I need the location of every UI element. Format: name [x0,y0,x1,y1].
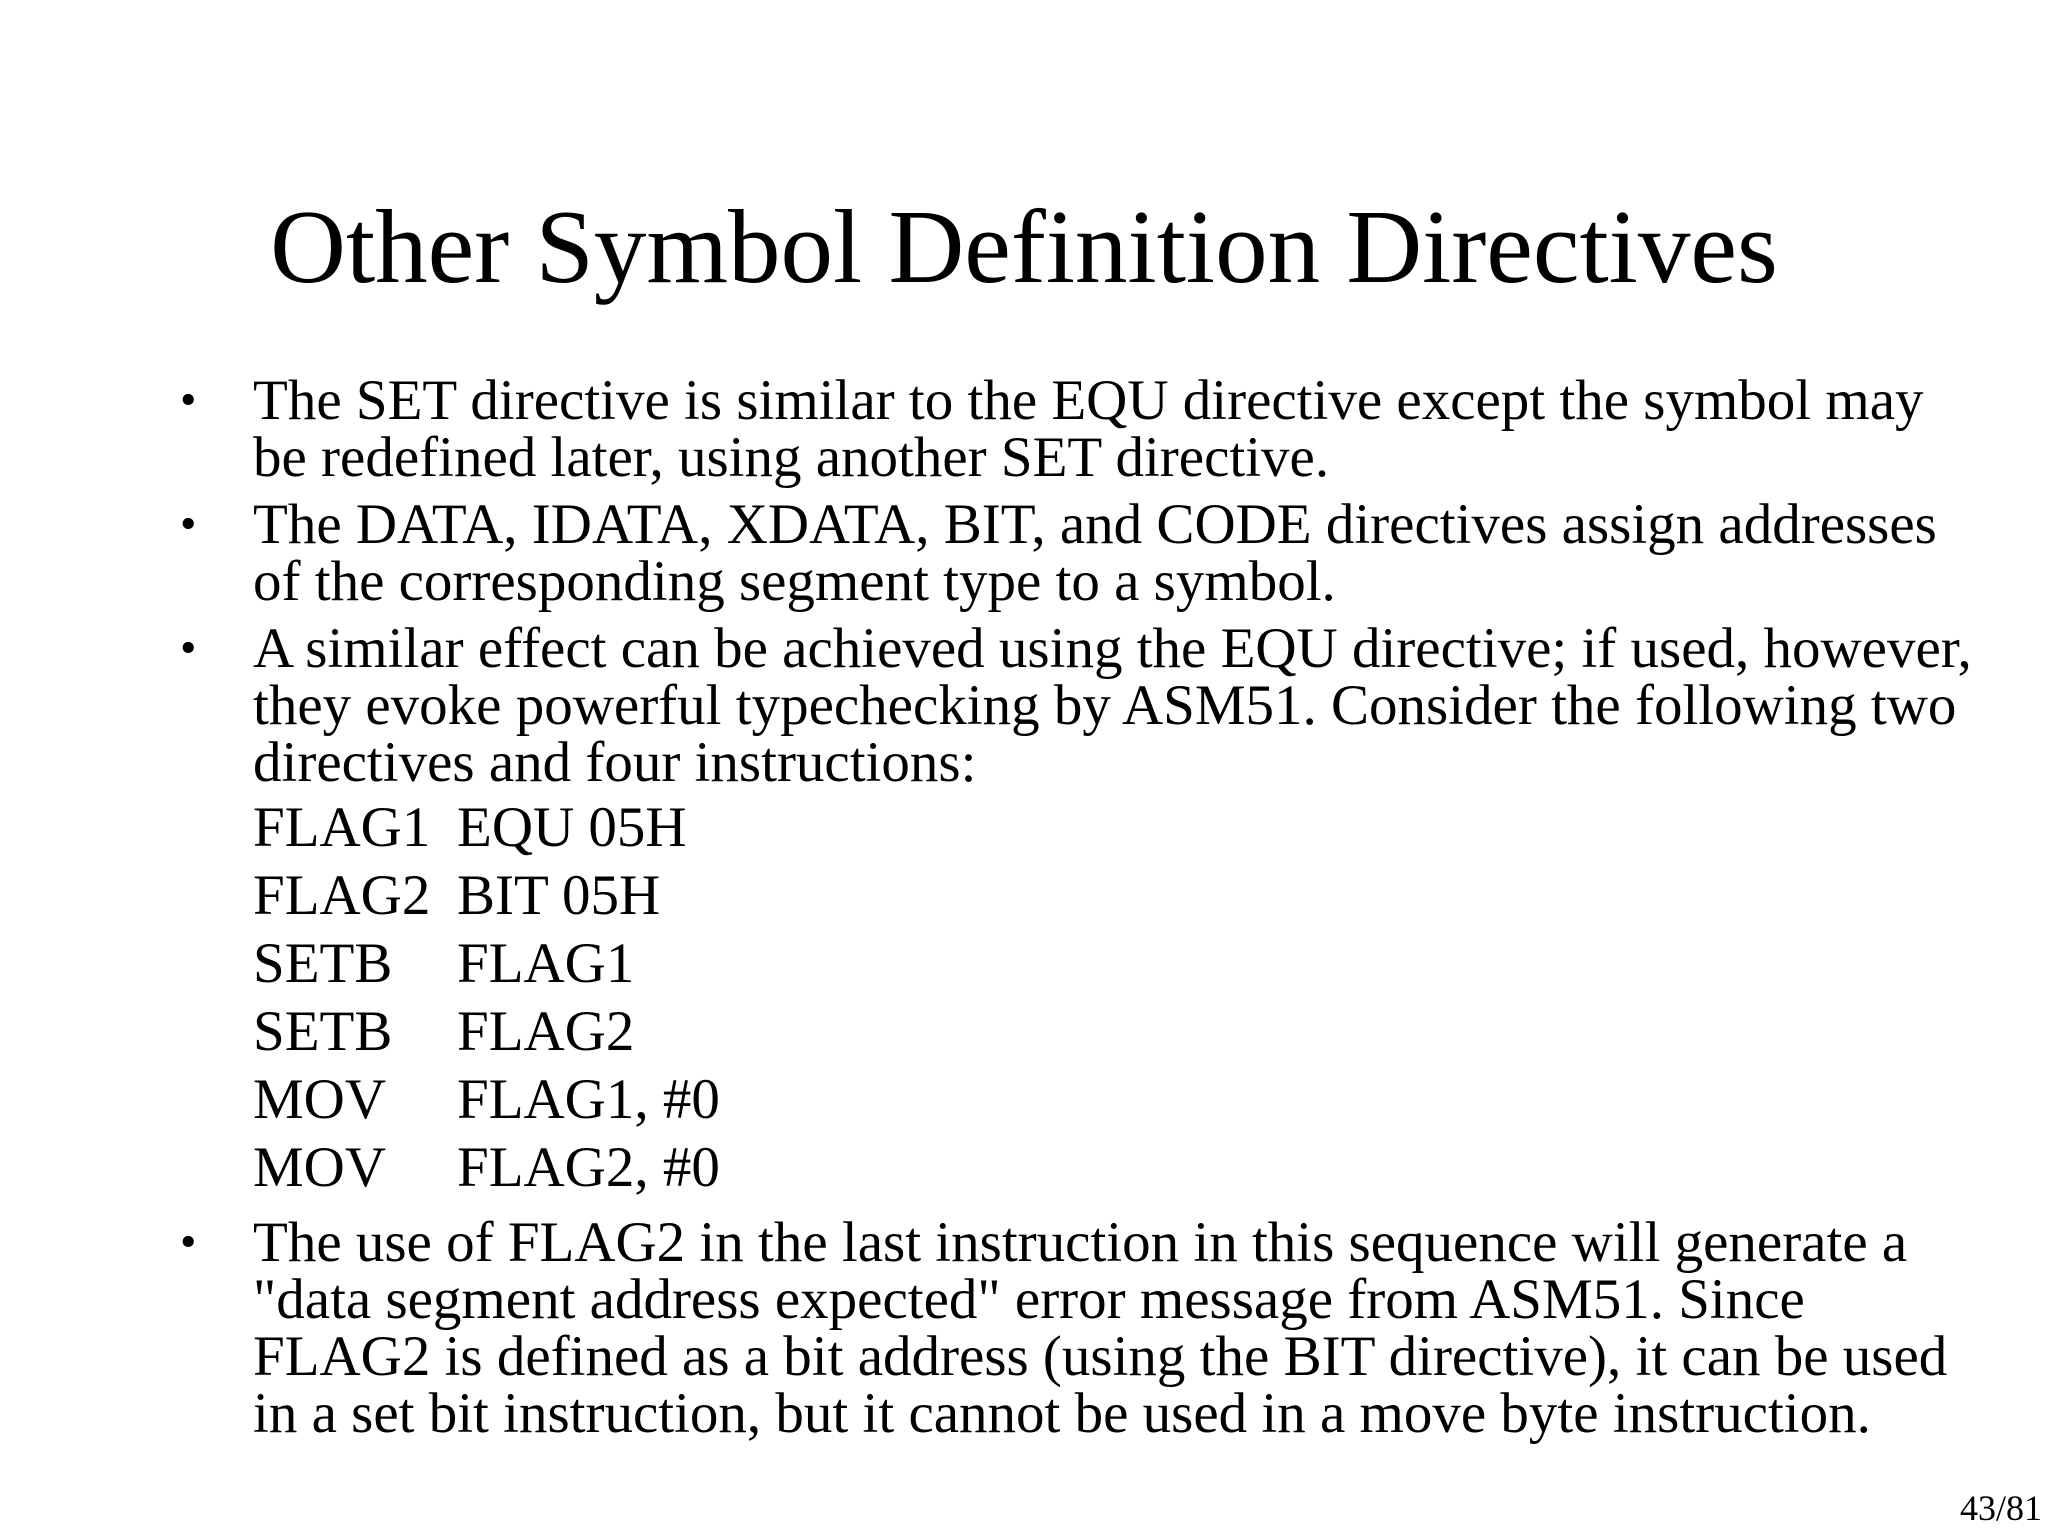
bullet-text-flag2-error: The use of FLAG2 in the last instruction in this sequence will generate a "data segment address expected" error message from ASM51. Since FLAG2 is defined as a bit address (using the BIT directive), it can be used in a set bit instruction, but it cannot be used in a move byte instruction. [253,1211,1948,1445]
code-op: FLAG2 [253,864,431,927]
code-op: SETB [253,932,393,995]
code-arg: FLAG1 [457,932,635,995]
bullet-marker: • [180,622,197,674]
bullet-marker: • [180,498,197,550]
code-arg: BIT 05H [457,864,661,927]
bullet-marker: • [180,1216,197,1268]
bullet-text-equ-typechecking: A similar effect can be achieved using the EQU directive; if used, however, they evoke powerful typechecking by ASM51. Consider the following two directives and four instructions: [253,617,1972,794]
bullet-marker: • [180,374,197,426]
bullet-text-data-directives: The DATA, IDATA, XDATA, BIT, and CODE directives assign addresses of the corresponding segment type to a symbol. [253,493,1937,613]
bullet-text-set-directive: The SET directive is similar to the EQU directive except the symbol may be redefined later, using another SET directive. [253,369,1924,489]
code-op: MOV [253,1136,387,1199]
code-op: MOV [253,1068,387,1131]
code-op: SETB [253,1000,393,1063]
code-op: FLAG1 [253,796,431,859]
slide-title: Other Symbol Definition Directives [270,188,1778,305]
code-arg: FLAG2, #0 [457,1136,720,1199]
code-arg: FLAG1, #0 [457,1068,720,1131]
code-arg: FLAG2 [457,1000,635,1063]
page-number: 43/81 [1959,1488,2042,1528]
code-arg: EQU 05H [457,796,687,859]
